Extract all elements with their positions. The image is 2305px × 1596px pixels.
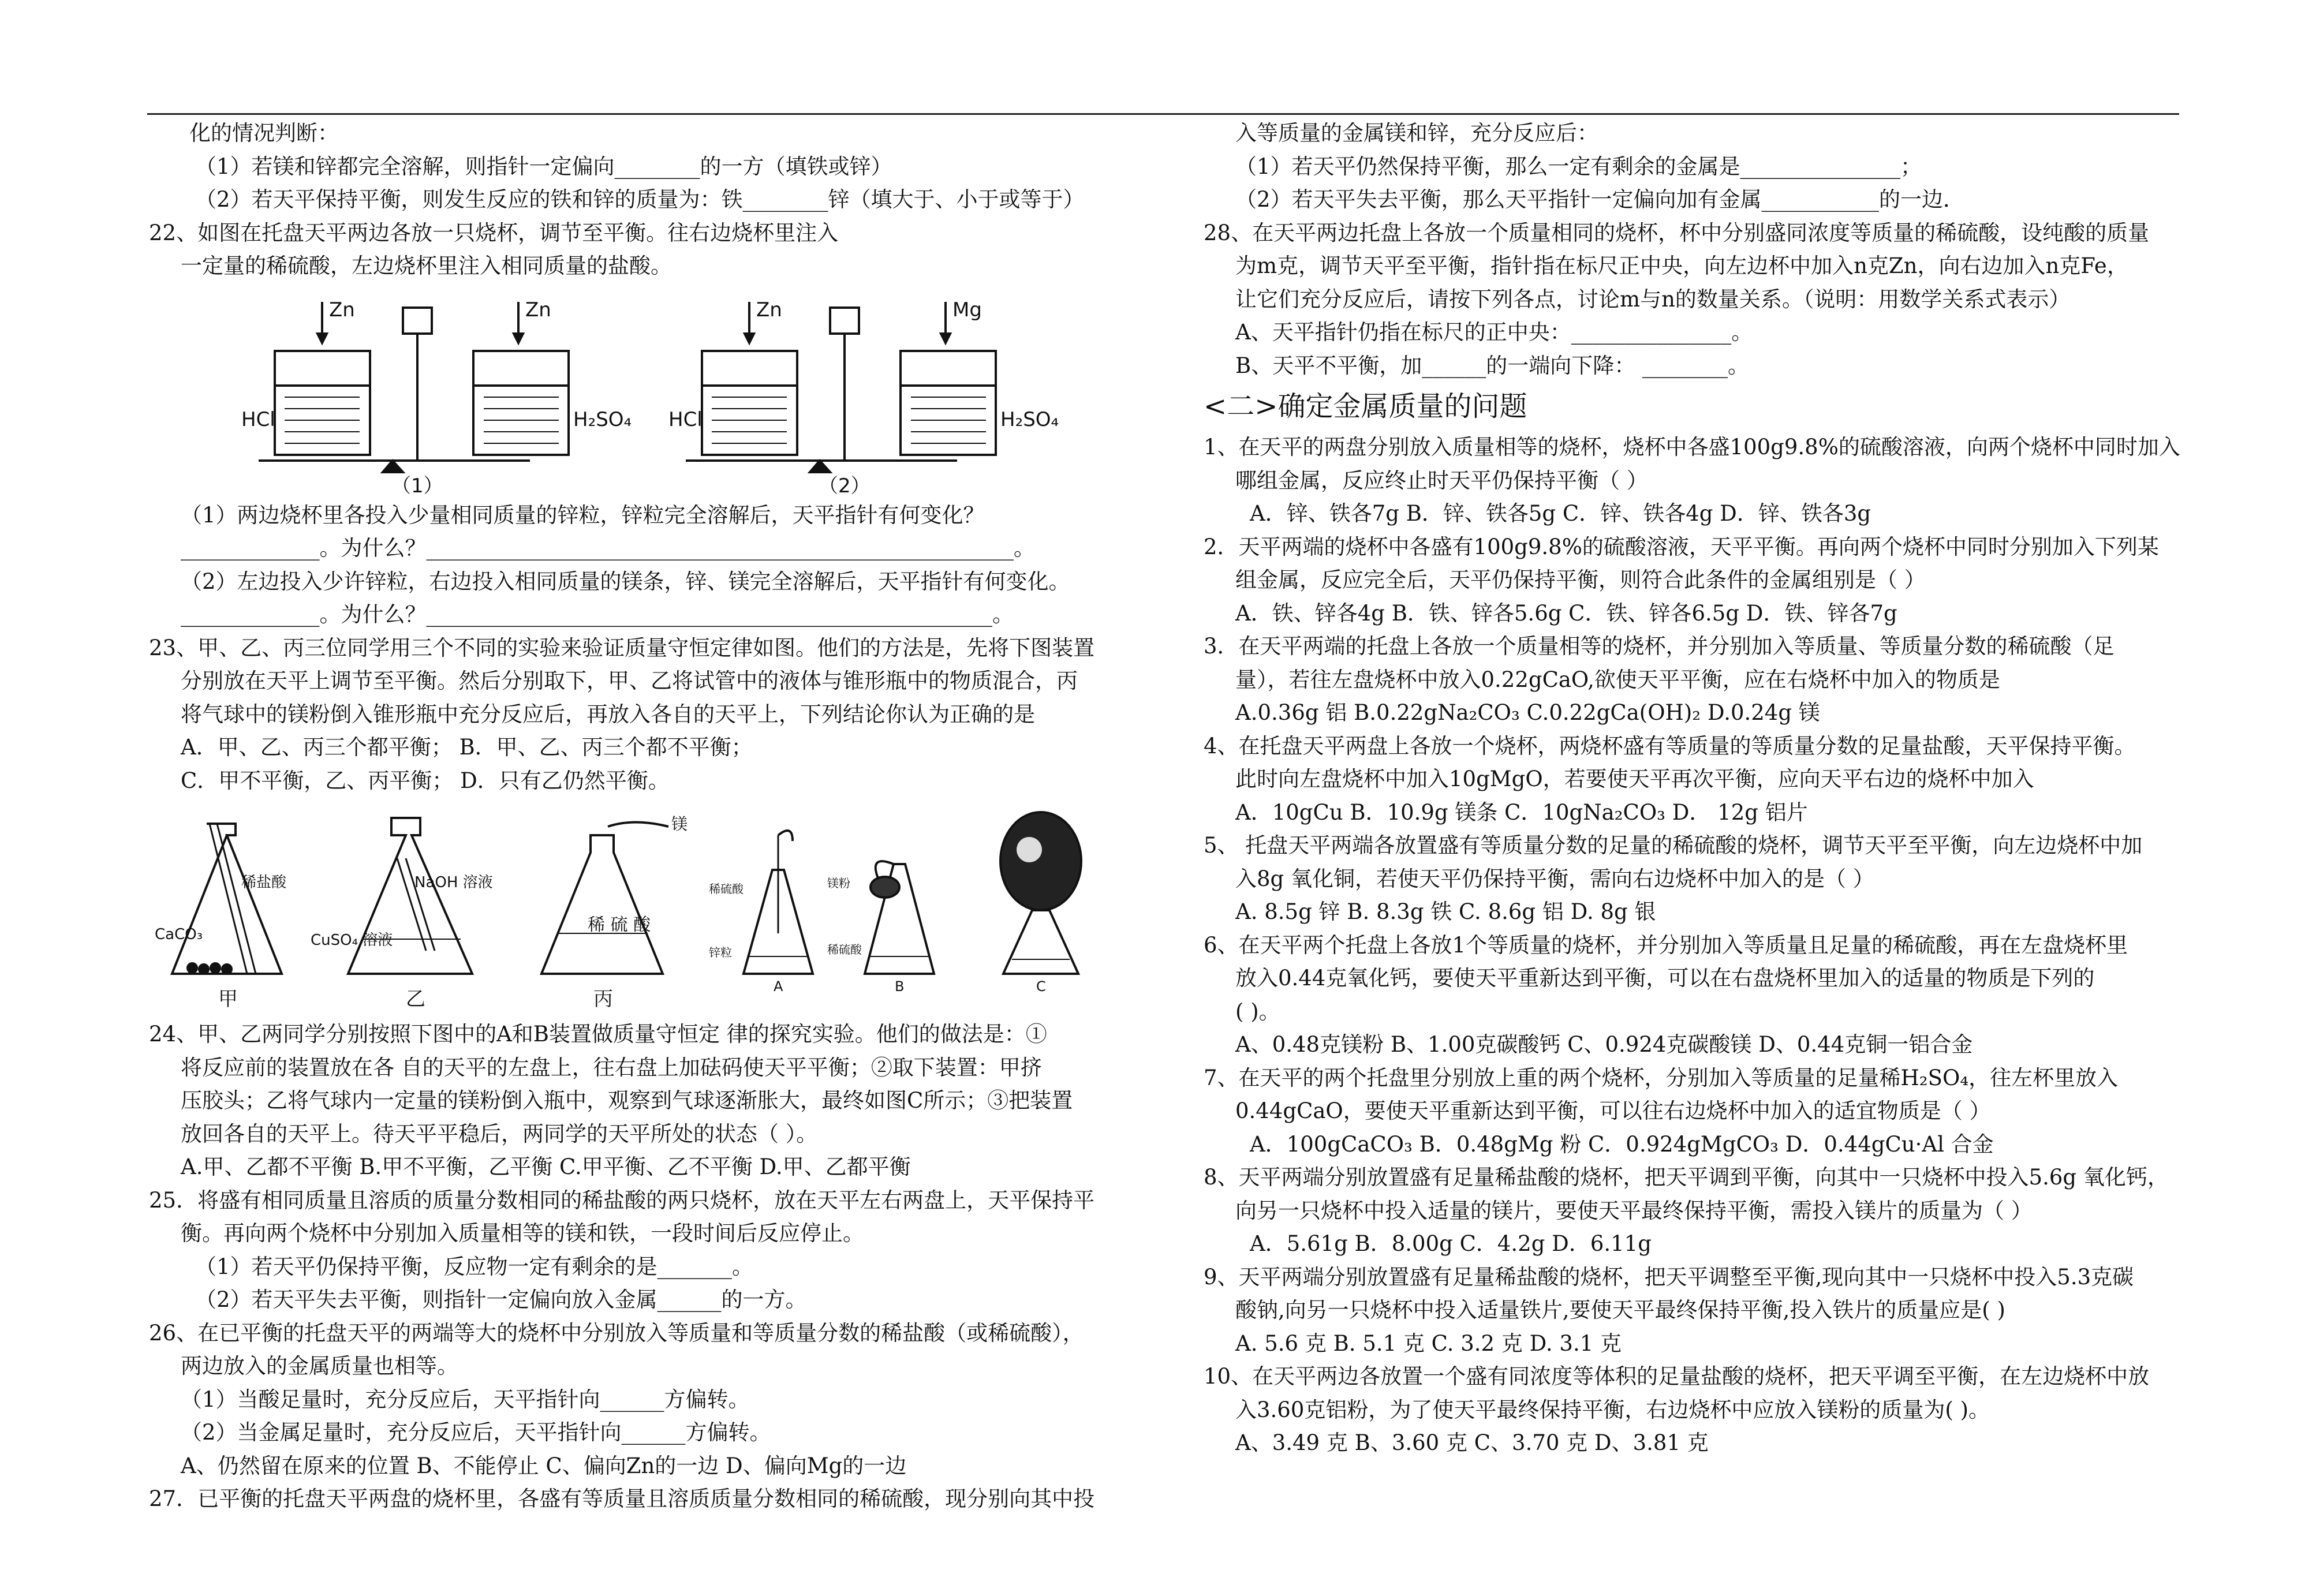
answer-options: A．铁、锌各4g B．铁、锌各5.6g C．铁、锌各6.5g D．铁、锌各7g: [1235, 600, 1897, 626]
question-24: 24、甲、乙两同学分别按照下图中的A和B装置做质量守恒定 律的探究实验。他们的做法是：①: [149, 1022, 1047, 1046]
text-line: 一定量的稀硫酸，左边烧杯里注入相同质量的盐酸。: [181, 253, 672, 278]
text-line: 哪组金属，反应终止时天平仍保持平衡（ ）: [1235, 468, 1648, 493]
text-line: _____________。为什么？_______________________________________________________。: [181, 536, 1035, 560]
question-2: 2．天平两端的烧杯中各盛有100g9.8%的硫酸溶液，天平平衡。再向两个烧杯中同时分别加入下列某: [1204, 534, 2159, 559]
text-line: A、天平指针仍指在标尺的正中央：_______________。: [1235, 320, 1753, 345]
answer-options: C．甲不平衡，乙、丙平衡； D．只有乙仍然平衡。: [181, 768, 670, 793]
text-line: 将气球中的镁粉倒入锥形瓶中充分反应后，再放入各自的天平上，下列结论你认为正确的是: [181, 701, 1035, 727]
answer-options: A．5.61g B．8.00g C．4.2g D．6.11g: [1250, 1231, 1652, 1256]
text-line: 化的情况判断：: [189, 121, 339, 145]
text-line: 0.44gCaO，要使天平重新达到平衡，可以往右边烧杯中加入的适宜物质是（ ）: [1235, 1098, 1991, 1123]
figure-q22-balances: [149, 287, 1153, 495]
text-line: 将反应前的装置放在各 自的天平的左盘上，往右盘上加砝码使天平平衡；②取下装置：甲挤: [181, 1055, 1042, 1080]
text-line: 为m克，调节天平至平衡，指针指在标尺正中央，向左边杯中加入n克Zn，向右边加入n克Fe，: [1235, 253, 2128, 278]
zn-label: Zn: [525, 298, 551, 322]
h2so4-label: H₂SO₄: [1000, 408, 1059, 431]
text-line: 入8g 氧化铜，若使天平仍保持平衡，需向右边烧杯中加入的是（ ）: [1235, 866, 1874, 891]
answer-options: A. 5.6 克 B. 5.1 克 C. 3.2 克 D. 3.1 克: [1235, 1330, 1622, 1356]
answer-options: A．100gCaCO₃ B．0.48gMg 粉 C．0.924gMgCO₃ D．0.44gCu·Al 合金: [1250, 1131, 1994, 1157]
text-line: ( )。: [1235, 999, 1280, 1024]
question-6: 6、在天平两个托盘上各放1个等质量的烧杯，并分别加入等质量且足量的稀硫酸，再在左盘烧杯里: [1204, 932, 2128, 958]
zn-label: Zn: [756, 298, 782, 322]
text-line: 酸钠,向另一只烧杯中投入适量铁片,要使天平最终保持平衡,投入铁片的质量应是( ): [1235, 1298, 2005, 1322]
dilute-hcl-label: 稀盐酸: [241, 874, 287, 891]
question-1: 1、在天平的两盘分别放入质量相等的烧杯，烧杯中各盛100g9.8%的硫酸溶液，向两个烧杯中同时加入: [1204, 435, 2180, 459]
header-rule: [147, 113, 2179, 115]
text-line: 两边放入的金属质量也相等。: [181, 1354, 458, 1378]
question-3: 3．在天平两端的托盘上各放一个质量相等的烧杯，并分别加入等质量、等质量分数的稀硫酸（足: [1204, 634, 2115, 659]
text-line: （1）若镁和锌都完全溶解，则指针一定偏向________的一方（填铁或锌）: [195, 154, 892, 179]
answer-options: A.甲、乙都不平衡 B.甲不平衡，乙平衡 C.甲平衡、乙不平衡 D.甲、乙都平衡: [181, 1154, 911, 1179]
text-line: （2）若天平失去平衡，那么天平指针一定偏向加有金属___________的一边．: [1235, 187, 1965, 212]
small-mg-label: 镁粉: [827, 876, 850, 890]
mg-label: Mg: [952, 298, 982, 322]
text-line: _____________。为什么？_____________________________________________________。: [181, 602, 1014, 627]
text-line: （2）若天平失去平衡，则指针一定偏向放入金属______的一方。: [195, 1287, 807, 1312]
question-27: 27．已平衡的托盘天平两盘的烧杯里，各盛有等质量且溶质质量分数相同的稀硫酸，现分别向其中投: [149, 1486, 1095, 1511]
text-line: （2）左边投入少许锌粒，右边投入相同质量的镁条，锌、镁完全溶解后，天平指针有何变化。: [181, 569, 1070, 594]
answer-options: A. 8.5g 锌 B. 8.3g 铁 C. 8.6g 铝 D. 8g 银: [1235, 899, 1656, 924]
answer-options: A．10gCu B．10.9g 镁条 C．10gNa₂CO₃ D． 12g 铝片: [1235, 799, 1808, 825]
h2so4-label: H₂SO₄: [573, 408, 632, 431]
text-line: 组金属，反应完全后，天平仍保持平衡，则符合此条件的金属组别是（ ）: [1235, 567, 1926, 592]
section-title: <二>确定金属质量的问题: [1204, 390, 1527, 423]
text-line: （1）当酸足量时，充分反应后，天平指针向______方偏转。: [181, 1386, 750, 1412]
question-22: 22、如图在托盘天平两边各放一只烧杯，调节至平衡。往右边烧杯里注入: [149, 220, 839, 245]
small-zn-label: 锌粒: [709, 945, 732, 959]
question-5: 5、 托盘天平两端各放置盛有等质量分数的足量的稀硫酸的烧杯，调节天平至平衡，向左边烧杯中加: [1204, 833, 2143, 858]
question-28: 28、在天平两边托盘上各放一个质量相同的烧杯，杯中分别盛同浓度等质量的稀硫酸，设纯酸的质量: [1204, 220, 2150, 245]
text-line: （1）若天平仍保持平衡，反应物一定有剩余的是_______。: [195, 1254, 754, 1279]
cuso4-label: CuSO₄ 溶液: [311, 932, 393, 949]
text-line: 此时向左盘烧杯中加入10gMgO，若要使天平再次平衡，应向天平右边的烧杯中加入: [1235, 767, 2034, 791]
question-10: 10、在天平两边各放置一个盛有同浓度等体积的足量盐酸的烧杯，把天平调至平衡，在左边烧杯中放: [1204, 1364, 2150, 1389]
caption-c: C: [1036, 978, 1046, 995]
text-line: （2）若天平保持平衡，则发生反应的铁和锌的质量为：铁________锌（填大于、小于或等于）: [195, 187, 1085, 212]
question-9: 9、天平两端分别放置盛有足量稀盐酸的烧杯，把天平调整至平衡,现向其中一只烧杯中投入5.3克碳: [1204, 1264, 2134, 1289]
answer-options: A、0.48克镁粉 B、1.00克碳酸钙 C、0.924克碳酸镁 D、0.44克铜一铝合金: [1235, 1032, 1973, 1057]
caco3-label: CaCO₃: [155, 926, 203, 943]
figure-q23-flasks: [149, 801, 1165, 1014]
text-line: 压胶头；乙将气球内一定量的镁粉倒入瓶中，观察到气球逐渐胀大，最终如图C所示；③把装置: [181, 1088, 1073, 1113]
small-acid-label: 稀硫酸: [709, 882, 744, 896]
text-line: 分别放在天平上调节至平衡。然后分别取下，甲、乙将试管中的液体与锥形瓶中的物质混合，丙: [181, 668, 1078, 693]
text-line: 让它们充分反应后，请按下列各点，讨论m与n的数量关系。（说明：用数学关系式表示）: [1235, 286, 2071, 312]
caption-jia: 甲: [218, 988, 238, 1011]
answer-options: A、仍然留在原来的位置 B、不能停止 C、偏向Zn的一边 D、偏向Mg的一边: [181, 1453, 907, 1478]
question-4: 4、在托盘天平两盘上各放一个烧杯，两烧杯盛有等质量的等质量分数的足量盐酸，天平保持平衡。: [1204, 733, 2136, 758]
balloon-highlight: [1017, 837, 1042, 862]
text-line: 入等质量的金属镁和锌，充分反应后：: [1235, 121, 1598, 145]
question-8: 8、天平两端分别放置盛有足量稀盐酸的烧杯，把天平调到平衡，向其中一只烧杯中投入5.6g 氧化钙，: [1204, 1165, 2169, 1190]
text-line: （2）当金属足量时，充分反应后，天平指针向______方偏转。: [181, 1420, 771, 1445]
right-column: [1204, 117, 2179, 1460]
mg-label: 镁: [671, 814, 688, 833]
question-23: 23、甲、乙、丙三位同学用三个不同的实验来验证质量守恒定律如图。他们的方法是，先将下图装置: [149, 635, 1095, 660]
caption-b: B: [895, 978, 905, 995]
small-acid-label: 稀硫酸: [827, 943, 862, 956]
text-line: （1）两边烧杯里各投入少量相同质量的锌粒，锌粒完全溶解后，天平指针有何变化？: [181, 502, 985, 528]
text-line: （1）若天平仍然保持平衡，那么一定有剩余的金属是_______________；: [1235, 154, 1922, 179]
question-26: 26、在已平衡的托盘天平的两端等大的烧杯中分别放入等质量和等质量分数的稀盐酸（或稀硫酸），: [149, 1320, 1084, 1345]
hcl-label: HCl: [241, 408, 275, 431]
caption-bing: 丙: [593, 988, 613, 1011]
text-line: 放入0.44克氧化钙，要使天平重新达到平衡，可以在右盘烧杯里加入的适量的物质是下列的: [1235, 966, 2095, 991]
text-line: 向另一只烧杯中投入适量的镁片，要使天平最终保持平衡，需投入镁片的质量为（ ）: [1235, 1198, 2033, 1223]
caption-yi: 乙: [406, 988, 425, 1011]
answer-options: A、3.49 克 B、3.60 克 C、3.70 克 D、3.81 克: [1235, 1430, 1709, 1455]
zn-label: Zn: [329, 298, 355, 322]
text-line: 放回各自的天平上。待天平平稳后，两同学的天平所处的状态（ ）。: [181, 1121, 818, 1146]
answer-options: A.0.36g 铝 B.0.22gNa₂CO₃ C.0.22gCa(OH)₂ D.0.24g 镁: [1235, 700, 1820, 725]
dilute-h2so4-label: 稀 硫 酸: [588, 915, 651, 935]
question-25: 25．将盛有相同质量且溶质的质量分数相同的稀盐酸的两只烧杯，放在天平左右两盘上，天平保持平: [149, 1187, 1095, 1213]
figure-caption: （1）: [391, 474, 443, 495]
naoh-label: NaOH 溶液: [414, 874, 493, 891]
hcl-label: HCl: [668, 408, 703, 431]
figure-caption: （2）: [819, 474, 871, 495]
caption-a: A: [774, 978, 783, 995]
text-line: 衡。再向两个烧杯中分别加入质量相等的镁和铁，一段时间后反应停止。: [181, 1221, 864, 1246]
answer-options: A．锌、铁各7g B．锌、铁各5g C．锌、铁各4g D．锌、铁各3g: [1250, 501, 1871, 526]
left-column: [149, 117, 1176, 1516]
text-line: 入3.60克铝粉，为了使天平最终保持平衡，右边烧杯中应放入镁粉的质量为( )。: [1235, 1397, 1990, 1422]
text-line: 量），若往左盘烧杯中放入0.22gCaO,欲使天平平衡，应在右烧杯中加入的物质是: [1235, 667, 2000, 692]
answer-options: A．甲、乙、丙三个都平衡； B．甲、乙、丙三个都不平衡；: [181, 735, 753, 760]
question-7: 7、在天平的两个托盘里分别放上重的两个烧杯，分别加入等质量的足量稀H₂SO₄，往左杯里放入: [1204, 1065, 2119, 1090]
text-line: B、天平不平衡，加______的一端向下降： ________。: [1235, 353, 1749, 378]
